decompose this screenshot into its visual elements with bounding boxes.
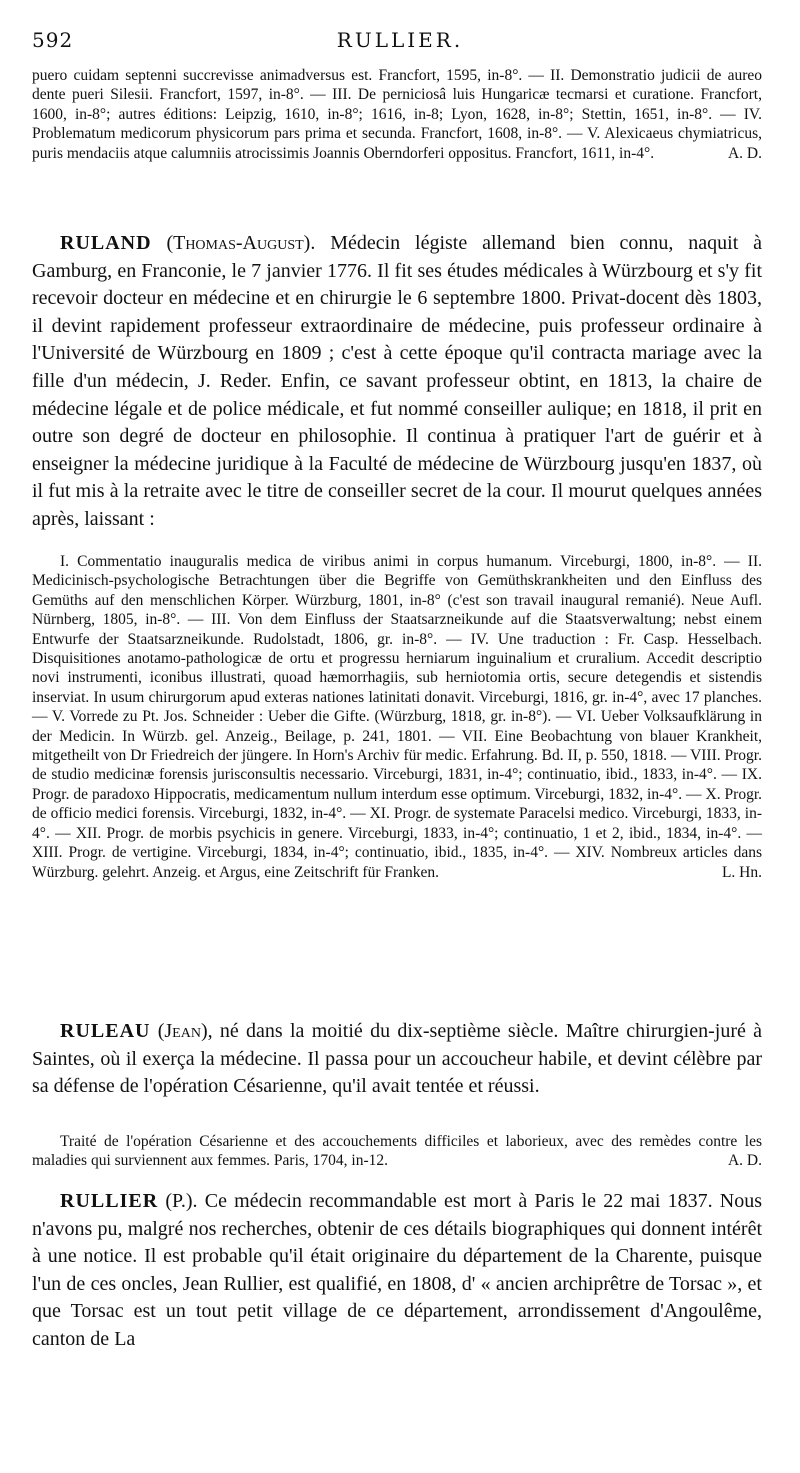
entry-name: RULAND bbox=[60, 232, 152, 254]
continuation-bibliography bbox=[32, 66, 762, 163]
entry-body: Médecin légiste allemand bien connu, naquit à Gamburg, en Franconie, le 7 janvier 1776. Il fit ses études médicales à Würzbourg et s'y fit recevoir docteur en médecine et en chirurgie le 6 septembre 1800. Privat-docent dès 1803, il devint rapidement professeur extraordinaire de médecine, puis professeur ordinaire à l'Université de Würzbourg en 1809 ; c'est à cette époque qu'il contracta mariage avec la fille d'un médecin, J. Reder. Enfin, ce savant professeur obtint, en 1813, la chaire de médecine légale et de police médicale, et fut nommé conseiller aulique; en 1818, il prit en outre son degré de docteur en philosophie. Il continua à pratiquer l'art de guérir et à enseigner la médecine juridique à la Faculté de médecine de Würzbourg jusqu'en 1837, où il fut mis à la retraite avec le titre de conseiller secret de la cour. Il mourut quelques années après, laissant : bbox=[32, 232, 763, 530]
bibliography-initials: L. Hn. bbox=[721, 863, 762, 881]
bibliography-text: I. Commentatio inauguralis medica de viribus animi in corpus humanum. Virceburgi, 1800, in-8°. — II. Medicinisch-psychologische Betrachtungen über die Begriffe von Gemüthskrankheiten und den Einfluss des Gemüths auf den menschlichen Körper. Würzburg, 1801, in-8° (c'est son travail inaugural remanié). Neue Aufl. Nürnberg, 1805, in-8°. — III. Von dem Einfluss der Staatsarzneikunde auf die Staatsverwaltung; nebst einem Entwurfe der Staatsarzneikunde. Rudolstadt, 1806, gr. in-8°. — IV. Une traduction : Fr. Casp. Hesselbach. Disquisitiones anotamo-pathologicæ de ortu et progressu herniarum inguinalium et cruralium. Accedit descriptio novi instrumenti, iconibus illustrati, quoad hæmorrhagiis, sub herniotomia ortis, secure detegendis et sistendis inserviat. In usum chirurgorum apud exteras nationes latinitati donavit. Virceburgi, 1816, gr. in-4°, avec 17 planches. — V. Vorrede zu Pt. Jos. Schneider : Ueber die Gifte. (Würzburg, 1818, gr. in-8°). — VI. Ueber Volksaufklärung in der Medicin. In Würzb. gel. Anzeig., Beilage, p. 241, 1801. — VII. Eine Beobachtung von blauer Krankheit, mitgetheilt von Dr Friedreich der jüngere. In Horn's Archiv für medic. Erfahrung. Bd. II, p. 550, 1818. — VIII. Progr. de studio medicinæ forensis jurisconsultis necessario. Virceburgi, 1831, in-4°; continuatio, ibid., 1833, in-4°. — IX. Progr. de paradoxo Hippocratis, medicamentum nullum interdum esse optimum. Virceburgi, 1832, in-4°. — X. Progr. de officio medici forensis. Virceburgi, 1832, in-4°. — XI. Progr. de systemate Paracelsi medico. Virceburgi, 1833, in-4°. — XII. Progr. de morbis psychicis in genere. Virceburgi, 1833, in-4°; continuatio, 1 et 2, ibid., 1834, in-4°. — XIII. Progr. de vertigine. Virceburgi, 1834, in-4°; continuatio, ibid., 1835, in-4°. — XIV. Nombreux articles dans Würzburg. gelehrt. Anzeig. et Argus, eine Zeitschrift für Franken. bbox=[32, 553, 762, 881]
entry-name: RULEAU bbox=[60, 1020, 151, 1042]
entry-ruland-body bbox=[32, 230, 762, 534]
running-title: RULLIER. bbox=[336, 28, 464, 52]
entry-body: Ce médecin recommandable est mort à Paris le 22 mai 1837. Nous n'avons pu, malgré nos recherches, obtenir de ces détails biographiques qui donnent intérêt à une notice. Il est probable qu'il était originaire du département de la Charente, puisque l'un de ces oncles, Jean Rullier, est qualifié, en 1808, d' « ancien archiprêtre de Torsac », et que Torsac est un tout petit village de ce département, arrondissement d'Angoulême, canton de La bbox=[32, 1190, 762, 1350]
bibliography-initials: A. D. bbox=[727, 1152, 762, 1170]
continuation-text: puero cuidam septenni succrevisse animadversus est. Francfort, 1595, in-8°. — II. Demonstratio judicii de aureo dente pueri Silesii. Francfort, 1597, in-8°. — III. De perniciosâ luis Hungaricæ tecmarsi et curatione. Francfort, 1600, in-8°; autres éditions: Leipzig, 1610, in-8°; 1616, in-8; Lyon, 1628, in-8°; Stettin, 1651, in-8°. — IV. Problematum medicorum physicorum pars prima et secunda. Francfort, 1608, in-8°. — V. Alexicaeus chymiatricus, puris mendaciis atque calumniis atrocissimis Joannis Oberndorferi oppositus. Francfort, 1611, in-4°. bbox=[32, 67, 762, 162]
entry-rullier-body bbox=[32, 1188, 762, 1354]
entry-firstname: (P.). bbox=[165, 1190, 198, 1212]
page-number: 592 bbox=[32, 28, 74, 52]
continuation-initials: A. D. bbox=[727, 144, 762, 162]
entry-firstname: (Thomas-August). bbox=[166, 232, 316, 254]
entry-ruleau-bibliography bbox=[32, 1132, 762, 1171]
bibliography-text: Traité de l'opération Césarienne et des accouchements difficiles et laborieux, avec des remèdes contre les maladies qui surviennent aux femmes. Paris, 1704, in-12. bbox=[32, 1133, 762, 1170]
page-header bbox=[32, 28, 768, 58]
entry-ruland-bibliography bbox=[32, 552, 762, 882]
entry-firstname: (Jean), bbox=[157, 1020, 213, 1042]
entry-name: RULLIER bbox=[60, 1190, 159, 1212]
entry-body: né dans la moitié du dix-septième siècle. Maître chirurgien-juré à Saintes, où il exerça la médecine. Il passa pour un accoucheur habile, et devint célèbre par sa défense de l'opération Césarienne, qu'il avait tentée et réussi. bbox=[32, 1020, 763, 1098]
entry-ruleau-body bbox=[32, 1018, 762, 1101]
